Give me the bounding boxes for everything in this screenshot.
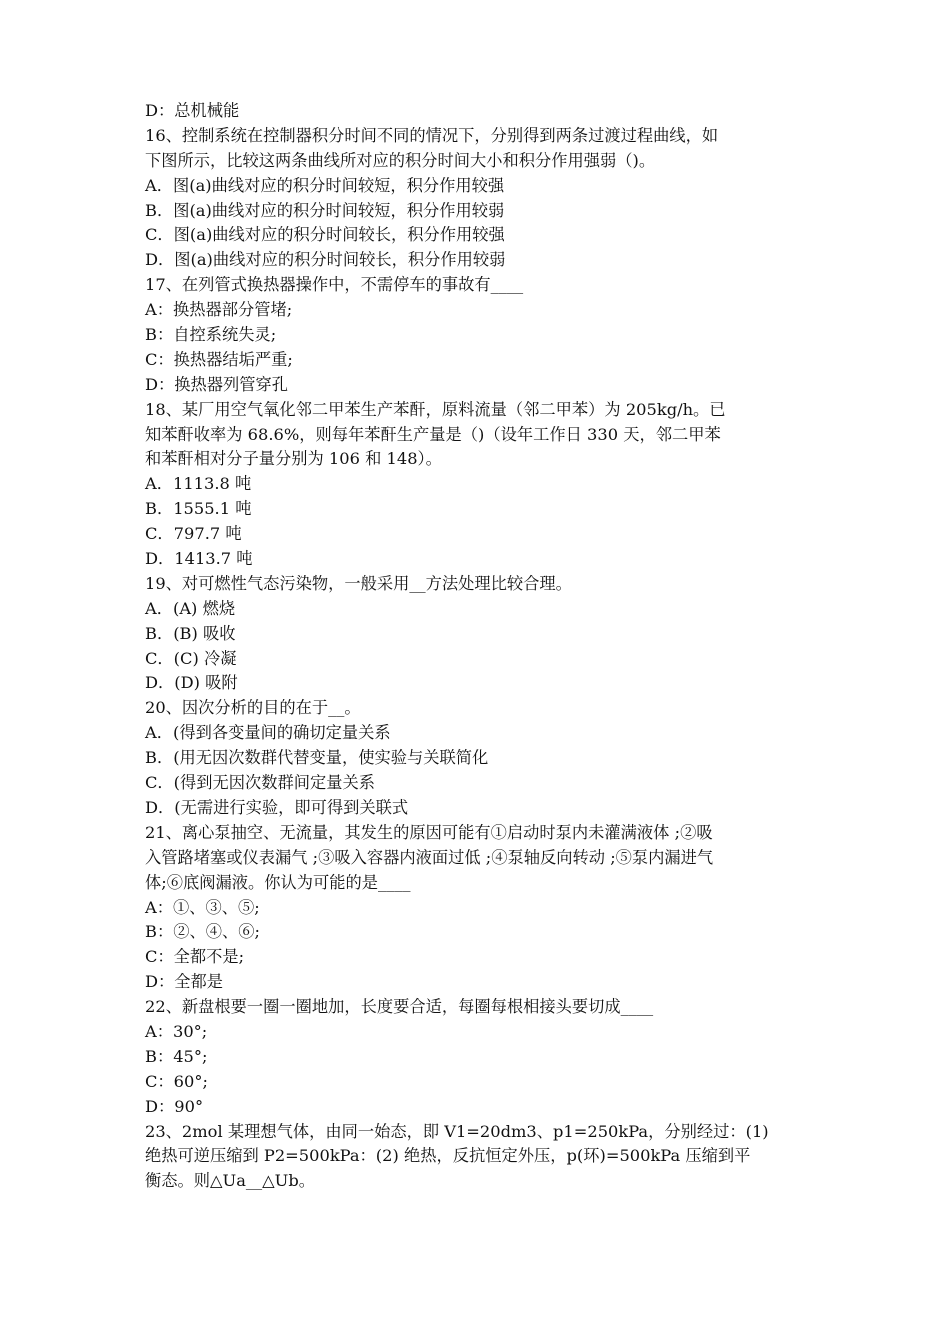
text-line: 入管路堵塞或仪表漏气 ;③吸入容器内液面过低 ;④泵轴反向转动 ;⑤泵内漏进气: [145, 847, 714, 867]
text-line: A．(A) 燃烧: [145, 598, 236, 618]
text-line: D．图(a)曲线对应的积分时间较长，积分作用较弱: [145, 250, 506, 270]
text-line: 下图所示，比较这两条曲线所对应的积分时间大小和积分作用强弱（)。: [145, 150, 656, 170]
text-line: C．图(a)曲线对应的积分时间较长，积分作用较强: [145, 225, 505, 245]
text-line: 衡态。则△Ua__△Ub。: [145, 1171, 315, 1191]
text-line: B．1555.1 吨: [145, 499, 252, 519]
text-line: 16、控制系统在控制器积分时间不同的情况下，分别得到两条过渡过程曲线，如: [145, 125, 719, 145]
text-line: A．图(a)曲线对应的积分时间较短，积分作用较强: [145, 175, 505, 195]
text-line: 知苯酐收率为 68.6%，则每年苯酐生产量是（)（设年工作日 330 天，邻二甲苯: [145, 424, 721, 444]
text-line: 体;⑥底阀漏液。你认为可能的是____: [145, 872, 411, 892]
text-line: A．1113.8 吨: [145, 474, 252, 494]
text-line: B．(B) 吸收: [145, 623, 236, 643]
text-line: C．797.7 吨: [145, 524, 242, 544]
text-line: A：①、③、⑤;: [145, 897, 260, 917]
text-line: 18、某厂用空气氧化邻二甲苯生产苯酐，原料流量（邻二甲苯）为 205kg/h。已: [145, 399, 726, 419]
text-line: C．(得到无因次数群间定量关系: [145, 773, 376, 793]
text-line: B．图(a)曲线对应的积分时间较短，积分作用较弱: [145, 200, 505, 220]
text-line: D：90°: [145, 1096, 204, 1116]
text-line: 绝热可逆压缩到 P2=500kPa：(2) 绝热，反抗恒定外压，p(环)=500kPa 压缩到平: [145, 1146, 751, 1166]
text-line: B：45°;: [145, 1046, 208, 1066]
text-line: A：换热器部分管堵;: [145, 300, 293, 320]
text-line: D：全都是: [145, 972, 224, 992]
text-line: 23、2mol 某理想气体，由同一始态，即 V1=20dm3、p1=250kPa，分别经过：(1): [145, 1121, 769, 1141]
text-line: 22、新盘根要一圈一圈地加，长度要合适，每圈每根相接头要切成____: [145, 997, 654, 1017]
text-line: 17、在列管式换热器操作中，不需停车的事故有____: [145, 275, 524, 295]
text-line: D：换热器列管穿孔: [145, 374, 289, 394]
text-line: D．(无需进行实验，即可得到关联式: [145, 797, 409, 817]
text-line: D．1413.7 吨: [145, 549, 253, 569]
text-line: 20、因次分析的目的在于__。: [145, 698, 361, 718]
text-line: B：自控系统失灵;: [145, 325, 277, 345]
text-line: C：换热器结垢严重;: [145, 349, 293, 369]
document-page: [145, 99, 815, 1194]
text-line: B．(用无因次数群代替变量，使实验与关联简化: [145, 748, 489, 768]
text-line: D：总机械能: [145, 101, 240, 120]
text-line: 21、离心泵抽空、无流量，其发生的原因可能有①启动时泵内未灌满液体 ;②吸: [145, 822, 713, 842]
text-line: 和苯酐相对分子量分别为 106 和 148）。: [145, 449, 442, 469]
text-line: 19、对可燃性气态污染物，一般采用__方法处理比较合理。: [145, 573, 572, 593]
text-line: A．(得到各变量间的确切定量关系: [145, 723, 391, 743]
text-line: C：全都不是;: [145, 947, 245, 967]
text-line: B：②、④、⑥;: [145, 922, 260, 942]
text-line: D．(D) 吸附: [145, 673, 238, 693]
text-line: C．(C) 冷凝: [145, 648, 237, 668]
text-line: A：30°;: [145, 1021, 208, 1041]
text-line: C：60°;: [145, 1071, 208, 1091]
